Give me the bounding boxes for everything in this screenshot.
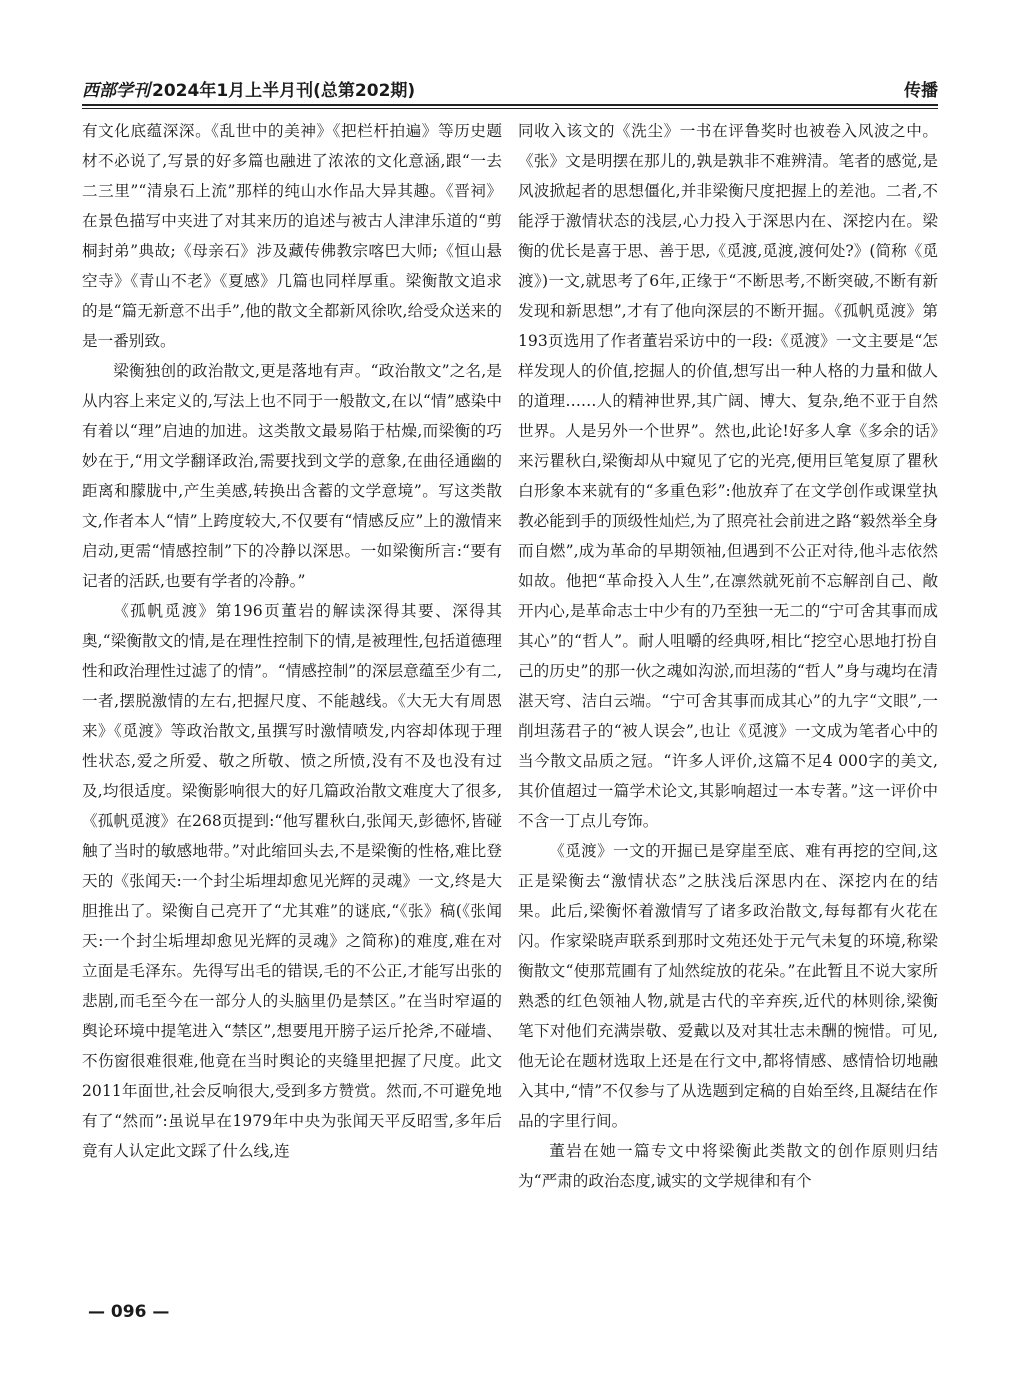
- issue-info: 2024年1月上半月刊(总第202期): [152, 81, 416, 101]
- paragraph: 《孤帆觅渡》第196页董岩的解读深得其要、深得其奥,“梁衡散文的情,是在理性控制下的情,是被理性,包括道德理性和政治理性过滤了的情”。“情感控制”的深层意蕴至少有二,一者,摆脱激情的左右,把握尺度、不能越线。《大无大有周恩来》《觅渡》等政治散文,虽撰写时激情喷发,内容却体现于理性状态,爱之所爱、敬之所敬、愤之所愤,没有不及也没有过及,均很适度。梁衡影响很大的好几篇政治散文难度大了很多,《孤帆觅渡》在268页提到:“他写瞿秋白,张闻天,彭德怀,皆碰触了当时的敏感地带。”对此缩回头去,不是梁衡的性格,难比登天的《张闻天:一个封尘垢埋却愈见光辉的灵魂》一文,终是大胆推出了。梁衡自己亮开了“尤其难”的谜底,“《张》稿(《张闻天:一个封尘垢埋却愈见光辉的灵魂》之简称)的难度,难在对立面是毛泽东。先得写出毛的错误,毛的不公正,才能写出张的悲剧,而毛至今在一部分人的头脑里仍是禁区。”在当时窄逼的舆论环境中提笔进入“禁区”,想要甩开膀子运斤抡斧,不碰墙、不伤窗很难很难,他竟在当时舆论的夹缝里把握了尺度。此文2011年面世,社会反响很大,受到多方赞赏。然而,不可避免地有了“然而”:虽说早在1979年中央为张闻天平反昭雪,多年后竟有人认定此文踩了什么线,连: [82, 602, 502, 1160]
- page-header: [82, 70, 938, 102]
- journal-logo: 西部学刊: [82, 81, 150, 101]
- paragraph: 董岩在她一篇专文中将梁衡此类散文的创作原则归结为“严肃的政治态度,诚实的文学规律和有个: [518, 1142, 938, 1190]
- page-number: — 096 —: [88, 1302, 170, 1322]
- paragraph: 梁衡独创的政治散文,更是落地有声。“政治散文”之名,是从内容上来定义的,写法上也不同于一般散文,在以“情”感染中有着以“理”启迪的加进。这类散文最易陷于枯燥,而梁衡的巧妙在于,“用文学翻译政治,需要找到文学的意象,在曲径通幽的距离和朦胧中,产生美感,转换出含蓄的文学意境”。写这类散文,作者本人“情”上跨度较大,不仅要有“情感反应”上的激情来启动,更需“情感控制”下的冷静以深思。一如梁衡所言:“要有记者的活跃,也要有学者的冷静。”: [82, 362, 502, 590]
- header-rule: [82, 104, 938, 106]
- journal-masthead: [82, 76, 415, 101]
- section-label: 传播: [904, 81, 938, 101]
- paragraph: 同收入该文的《洗尘》一书在评鲁奖时也被卷入风波之中。《张》文是明摆在那儿的,孰是孰非不难辨清。笔者的感觉,是风波掀起者的思想僵化,并非梁衡尺度把握上的差池。二者,不能浮于激情状态的浅层,心力投入于深思内在、深挖内在。梁衡的优长是喜于思、善于思,《觅渡,觅渡,渡何处?》(简称《觅渡》)一文,就思考了6年,正缘于“不断思考,不断突破,不断有新发现和新思想”,才有了他向深层的不断开掘。《孤帆觅渡》第193页选用了作者董岩采访中的一段:《觅渡》一文主要是“怎样发现人的价值,挖掘人的价值,想写出一种人格的力量和做人的道理……人的精神世界,其广阔、博大、复杂,绝不亚于自然世界。人是另外一个世界”。然也,此论!好多人拿《多余的话》来污瞿秋白,梁衡却从中窥见了它的光亮,便用巨笔复原了瞿秋白形象本来就有的“多重色彩”:他放弃了在文学创作或课堂执教必能到手的顶级性灿烂,为了照亮社会前进之路“毅然举全身而自燃”,成为革命的早期领袖,但遇到不公正对待,他斗志依然如故。他把“革命投入人生”,在凛然就死前不忘解剖自己、敞开内心,是革命志士中少有的乃至独一无二的“宁可舍其事而成其心”的“哲人”。耐人咀嚼的经典呀,相比“挖空心思地打扮自己的历史”的那一伙之魂如沟淤,而坦荡的“哲人”身与魂均在清湛天穹、洁白云端。“宁可舍其事而成其心”的九字“文眼”,一削坦荡君子的“被人误会”,也让《觅渡》一文成为笔者心中的当今散文品质之冠。“许多人评价,这篇不足4 000字的美文,其价值超过一篇学术论文,其影响超过一本专著。”这一评价中不含一丁点儿夸饰。: [518, 122, 938, 830]
- left-column: [82, 116, 502, 1166]
- paragraph: 《觅渡》一文的开掘已是穿崖至底、难有再挖的空间,这正是梁衡去“激情状态”之肤浅后深思内在、深挖内在的结果。此后,梁衡怀着激情写了诸多政治散文,每每都有火花在闪。作家梁晓声联系到那时文苑还处于元气未复的环境,称梁衡散文“使那荒圃有了灿然绽放的花朵。”在此暂且不说大家所熟悉的红色领袖人物,就是古代的辛弃疾,近代的林则徐,梁衡笔下对他们充满崇敬、爱戴以及对其壮志未酬的惋惜。可见,他无论在题材选取上还是在行文中,都将情感、感情恰切地融入其中,“情”不仅参与了从选题到定稿的自始至终,且凝结在作品的字里行间。: [518, 842, 938, 1130]
- paragraph: 有文化底蕴深深。《乱世中的美神》《把栏杆拍遍》等历史题材不必说了,写景的好多篇也融进了浓浓的文化意涵,跟“一去二三里”“清泉石上流”那样的纯山水作品大异其趣。《晋祠》在景色描写中夹进了对其来历的追述与被古人津津乐道的“剪桐封弟”典故;《母亲石》涉及藏传佛教宗喀巴大师;《恒山悬空寺》《青山不老》《夏感》几篇也同样厚重。梁衡散文追求的是“篇无新意不出手”,他的散文全都新风徐吹,给受众送来的是一番别致。: [82, 122, 502, 350]
- header-rule-thin: [82, 108, 938, 109]
- right-column: [518, 116, 938, 1196]
